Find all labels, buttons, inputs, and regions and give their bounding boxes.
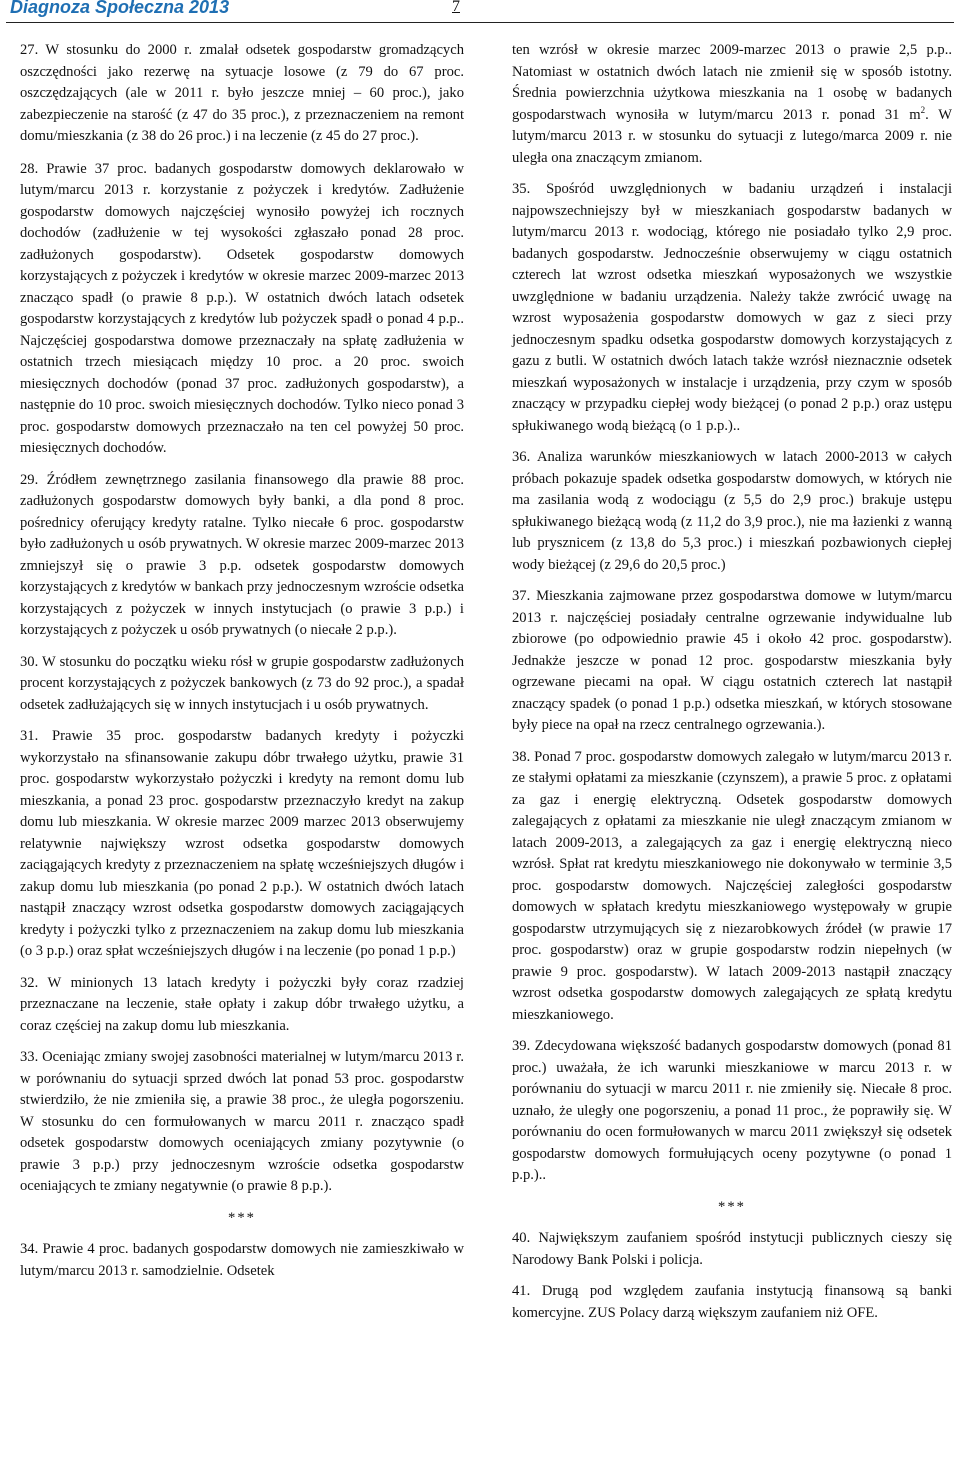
- paragraph-35: 35. Spośród uwzględnionych w badaniu urządzeń i instalacji najpowszechniejszy był w mieszkaniach gospodarstw badanych w lutym/marcu 2013 r. wodociąg, którego nie posiadało tylko 2,9 proc. badanych gospodarstw. Jednocześnie obserwujemy w ciągu ostatnich czterech lat wzrost odsetka mieszkań wyposażonych we wszystkie uwzględnione w badaniu urządzenia. Należy także zwrócić uwagę na wzrost wyposażenia gospodarstw domowych w gaz z sieci przy jednoczesnym spadku odsetka gospodarstw domowych korzystających z gazu z butli. W ostatnich dwóch latach także wzrósł nieznacznie odsetek mieszkań wyposażonych w instalacje i urządzenia, przy czym w sposób znaczący w przypadku ciepłej wody bieżącej (o ponad 2 p.p.) oraz ustępu spłukiwanego wodą bieżącą (o 1 p.p.)..: [512, 181, 952, 434]
- journal-title: Diagnoza Społeczna 2013: [10, 0, 230, 17]
- page-number: 7: [452, 0, 460, 15]
- paragraph-28: 28. Prawie 37 proc. badanych gospodarstw domowych deklarowało w lutym/marcu 2013 r. korzystanie z pożyczek i kredytów. Zadłużenie gospodarstw domowych najczęściej wynosiło powyżej ich rocznych dochodów (zadłużenie w tej wysokości zgłaszało ponad 28 proc. zadłużonych gospodarstw). Odsetek gospodarstw domowych korzystających z pożyczek i kredytów w okresie marzec 2009-marzec 2013 znacząco spadł (o prawie 8 p.p.). W ostatnich dwóch latach odsetek gospodarstw korzystających z kredytów lub pożyczek spadł o ponad 4 p.p.. Najczęściej gospodarstwa domowe przeznaczały na spłatę zadłużenia w ostatnich trzech miesiącach między 10 proc. a 20 proc. swoich miesięcznych dochodów (ponad 37 proc. zadłużonych gospodarstw), a następnie do 10 proc. swoich miesięcznych dochodów. Tylko nieco ponad 3 proc. gospodarstw domowych przeznaczało na ten cel powyżej 50 proc. miesięcznych dochodów.: [20, 160, 464, 456]
- page-header: [6, 0, 954, 23]
- paragraph-39: 39. Zdecydowana większość badanych gospodarstw domowych (ponad 81 proc.) uważała, że ich warunki mieszkaniowe w marcu 2013 r. w porównaniu do sytuacji w marcu 2011 r. nie zmieniły się. Niecałe 8 proc. uznało, że uległy one pogorszeniu, a ponad 11 proc., że poprawiły się. W porównaniu do ocen formułowanych w marcu 2011 zwiększył się odsetek gospodarstw domowych formułujących oceny pozytywne (o ponad 1 p.p.)..: [512, 1038, 952, 1183]
- section-separator: ***: [228, 1209, 256, 1226]
- paragraph-34: 34. Prawie 4 proc. badanych gospodarstw domowych nie zamieszkiwało w lutym/marcu 2013 r. samodzielnie. Odsetek: [20, 1241, 464, 1279]
- paragraph-40: 40. Największym zaufaniem spośród instytucji publicznych cieszy się Narodowy Bank Polski i policja.: [512, 1230, 952, 1268]
- continuation-text: ten wzrósł w okresie marzec 2009-marzec 2013 o prawie 2,5 p.p.. Natomiast w ostatnich dwóch latach nie zmienił się w sposób istotny. Średnia powierzchnia użytkowa mieszkania na 1 osobę w badanych gospodarstwach wynosiła w lutym/marcu 2013 r. ponad 31 m: [512, 42, 952, 123]
- superscript-2: 2: [920, 104, 926, 115]
- left-column: [20, 40, 464, 1292]
- paragraph-27: 27. W stosunku do 2000 r. zmalał odsetek gospodarstw gromadzących oszczędności jako rezerwę na sytuacje losowe (z 79 do 67 proc. oszczędzających (ale w 2011 r. było jeszcze mniej – 60 proc.), jako zabezpieczenie na starość (z 47 do 35 proc.), z przeznaczeniem na remont domu/mieszkania (z 38 do 26 proc.) i na leczenie (z 45 do 27 proc.).: [20, 42, 464, 144]
- paragraph-37: 37. Mieszkania zajmowane przez gospodarstwa domowe w lutym/marcu 2013 r. najczęściej posiadały centralne ogrzewanie indywidualne lub zbiorowe (po odpowiednio prawie 45 i około 42 proc. gospodarstw). Jednakże jeszcze w ponad 12 proc. gospodarstw mieszkania były ogrzewane piecami na opał. W ciągu ostatnich czterech lat nastąpił znaczący spadek (o ponad 1 p.p.) odsetka mieszkań, w których stosowane były piece na opał na rzecz centralnego ogrzewania.).: [512, 588, 952, 733]
- paragraph-31: 31. Prawie 35 proc. gospodarstw badanych kredyty i pożyczki wykorzystało na sfinansowanie zakupu dóbr trwałego użytku, prawie 31 proc. gospodarstw wykorzystało pożyczki i kredyty na remont domu lub mieszkania, a ponad 23 proc. gospodarstw przeznaczyło kredyt na zakup domu lub mieszkania. W okresie marzec 2009 marzec 2013 obserwujemy relatywnie największy wzrost odsetka gospodarstw domowych zaciągających kredyty z przeznaczeniem na spłatę wcześniejszych długów i zakup domu lub mieszkania (po ponad 2 p.p.). W ostatnich dwóch latach nastąpił znaczący wzrost odsetka gospodarstw domowych zaciągających kredyty i pożyczki tylko z przeznaczeniem na zakup domu lub mieszkania (o 3 p.p.) oraz spłat wcześniejszych długów i na leczenie (po ponad 1 p.p.): [20, 728, 464, 959]
- paragraph-29: 29. Źródłem zewnętrznego zasilania finansowego dla prawie 88 proc. zadłużonych gospodarstw domowych były banki, a dla pond 8 proc. pośrednicy oferujący kredyty ratalne. Tylko niecałe 6 proc. gospodarstw było zadłużonych u osób prywatnych. W okresie marzec 2009-marzec 2013 zmniejszył się o prawie 3 p.p. odsetek gospodarstw domowych korzystających z kredytów w bankach przy jednoczesnym wzroście odsetka korzystających z pożyczek w innych instytucjach (o prawie 3 p.p.) i korzystających z pożyczek u osób prywatnych (o niecałe 2 p.p.).: [20, 471, 464, 638]
- paragraph-34-continuation: [512, 40, 952, 169]
- paragraph-38: 38. Ponad 7 proc. gospodarstw domowych zalegało w lutym/marcu 2013 r. ze stałymi opłatami za mieszkanie (czynszem), a prawie 5 proc. z opłatami za gaz i energię elektryczną. Odsetek gospodarstw domowych zalegających z opłatami za mieszkanie nie uległ znaczącym zmianom w latach 2009-2013, a zalegających za gaz i energię elektryczną nieco wzrósł. Spłat rat kredytu mieszkaniowego nie dokonywało w terminie 3,5 proc. gospodarstw domowych. Najczęściej zaległości gospodarstw domowych w spłatach kredytu mieszkaniowego występowały w grupie gospodarstw utrzymujących się z niezarobkowych źródeł (w prawie 17 proc. gospodarstw) oraz w grupie gospodarstw rodzin niepełnych (w prawie 9 proc. gospodarstw). W latach 2009-2013 nastąpił znaczący wzrost odsetka gospodarstw domowych zalegających ze spłatą kredytu mieszkaniowego.: [512, 748, 952, 1023]
- paragraph-32: 32. W minionych 13 latach kredyty i pożyczki były coraz rzadziej przeznaczane na leczenie, stałe opłaty i zakup dóbr trwałego użytku, a coraz częściej na zakup domu lub mieszkania.: [20, 974, 464, 1034]
- paragraph-30: 30. W stosunku do początku wieku rósł w grupie gospodarstw zadłużonych procent korzystających z pożyczek bankowych (z 73 do 92 proc.), a spadał odsetek zadłużających się w innych instytucjach i u osób prywatnych.: [20, 653, 464, 713]
- paragraph-41: 41. Drugą pod względem zaufania instytucją finansową są banki komercyjne. ZUS Polacy darzą większym zaufaniem niż OFE.: [512, 1283, 952, 1321]
- paragraph-36: 36. Analiza warunków mieszkaniowych w latach 2000-2013 w całych próbach pokazuje spadek odsetka gospodarstw domowych, w których nie ma zasilania wodą z wodociągu (z 5,5 do 2,9 proc.) brakuje ustępu spłukiwanego bieżącą wodą (z 11,2 do 3,9 proc.), nie ma łazienki z wanną lub prysznicem (z 13,8 do 5,3 proc.) i mieszkań pozbawionych ciepłej wody bieżącej (z 29,6 do 20,5 proc.): [512, 449, 952, 573]
- continuation-text-end: . W lutym/marcu 2013 r. w stosunku do sytuacji z lutego/marca 2009 r. nie uległa ona znaczącym zmianom.: [512, 106, 952, 166]
- paragraph-33: 33. Oceniając zmiany swojej zasobności materialnej w lutym/marcu 2013 r. w porównaniu do sytuacji sprzed dwóch lat ponad 53 proc. gospodarstw stwierdziło, że nie zmieniła się, a prawie 38 proc., że uległa pogorszeniu. W stosunku do cen formułowanych w marcu 2011 r. znacząco spadł odsetek gospodarstw domowych oceniających zmiany pozytywnie (o prawie 3 p.p.) przy jednoczesnym wzroście odsetka gospodarstw oceniających te zmiany negatywnie (o prawie 8 p.p.).: [20, 1049, 464, 1194]
- right-column: [512, 40, 952, 1334]
- section-separator-right: ***: [718, 1198, 746, 1215]
